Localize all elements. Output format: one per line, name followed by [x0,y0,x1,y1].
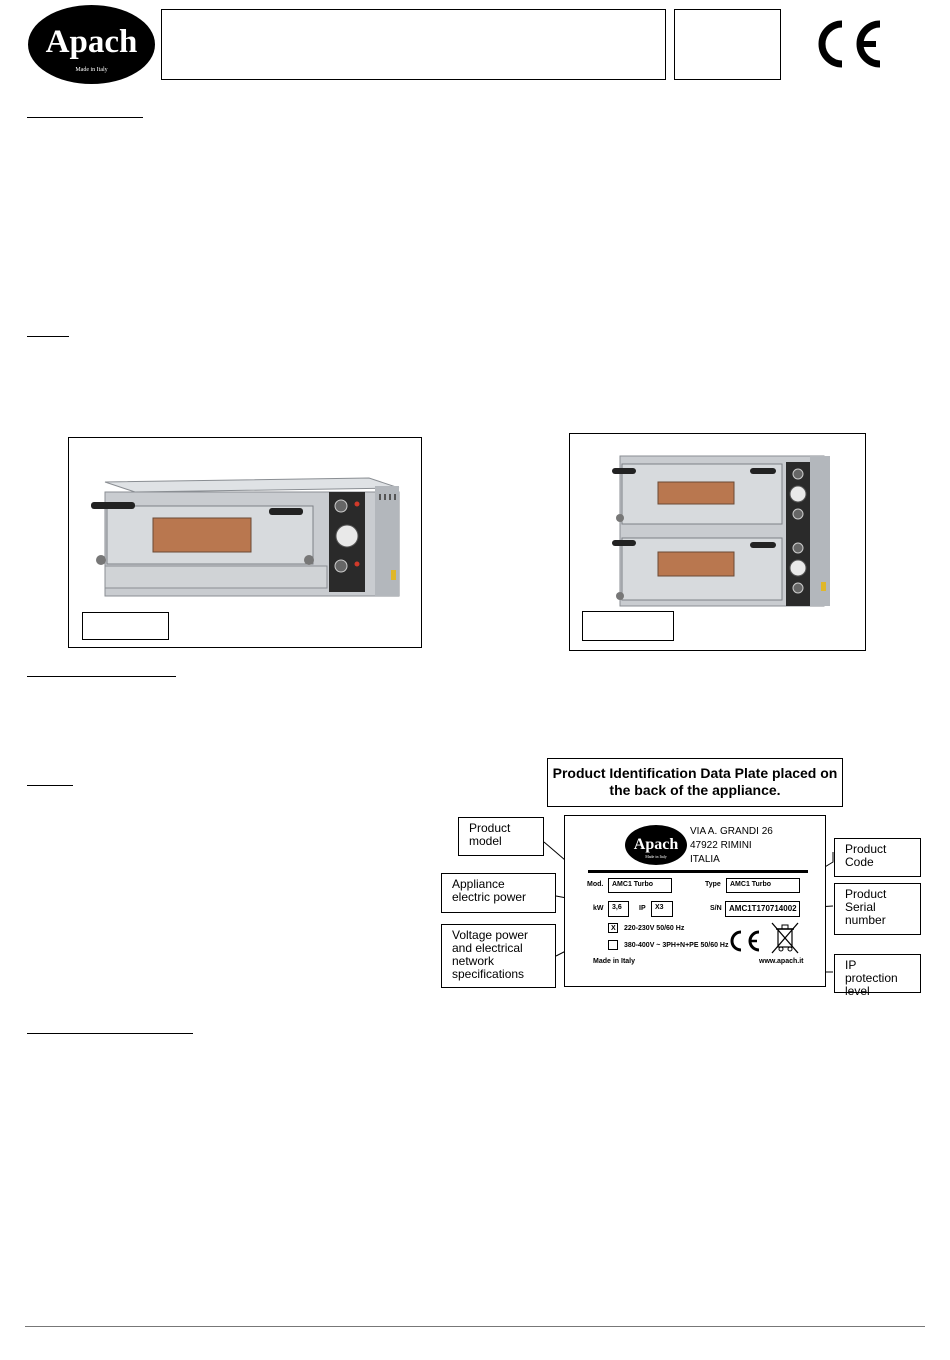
photo-frame-double-deck [569,433,866,651]
section-heading-underline-3 [27,676,176,677]
voltage-option-1-checkbox: X [608,923,618,933]
plate-logo-wordmark: Apach [633,836,679,853]
photo-caption-box-1 [82,612,169,640]
logo-tagline: Made in Italy [75,67,108,73]
plate-address-line-3: ITALIA [690,854,720,865]
voltage-option-2: 380-400V ~ 3PH+N+PE 50/60 Hz [624,942,729,949]
callout-voltage-spec: Voltage power and electrical network specifications [441,924,556,988]
type-label: Type [705,881,721,888]
footer-rule [25,1326,925,1327]
callout-product-model: Product model [458,817,544,856]
ip-label: IP [639,905,646,912]
product-data-plate [564,815,826,987]
weee-bin-icon [770,920,800,956]
callout-product-code: Product Code [834,838,921,877]
ip-value: X3 [651,901,673,917]
photo-caption-box-2 [582,611,674,641]
kw-label: kW [593,905,604,912]
plate-ce-mark-icon [727,929,761,953]
single-deck-oven-image [89,474,407,608]
callout-appliance-power: Appliance electric power [441,873,556,913]
plate-made-in: Made in Italy [593,958,636,965]
data-plate-heading: Product Identification Data Plate placed on the back of the appliance. [547,758,843,807]
section-heading-underline-1 [27,117,143,118]
plate-address-line-1: VIA A. GRANDI 26 [690,826,773,837]
plate-apach-logo [624,824,688,866]
callout-serial-number: Product Serial number [834,883,921,935]
sn-value: AMC1T170714002 [725,901,800,917]
section-heading-underline-5 [27,1033,193,1034]
voltage-option-2-checkbox [608,940,618,950]
type-value: AMC1 Turbo [726,878,800,893]
header-code-box [674,9,781,80]
plate-logo-tagline: Made in Italy [645,854,667,859]
mod-label: Mod. [587,881,604,888]
photo-frame-single-deck [68,437,422,648]
header-title-box [161,9,666,80]
section-heading-underline-4 [27,785,73,786]
plate-address-line-2: 47922 RIMINI [690,840,752,851]
logo-wordmark: Apach [45,24,138,60]
sn-label: S/N [710,905,722,912]
mod-value: AMC1 Turbo [608,878,672,893]
kw-value: 3,6 [608,901,629,917]
callout-ip-level: IP protection level [834,954,921,993]
ce-mark-icon [812,16,884,72]
section-heading-underline-2 [27,336,69,337]
apach-logo [27,4,156,85]
voltage-option-1: 220-230V 50/60 Hz [624,925,685,932]
plate-address [690,825,773,867]
plate-divider [588,870,808,873]
double-deck-oven-image [610,454,836,610]
plate-website: www.apach.it [759,958,804,965]
